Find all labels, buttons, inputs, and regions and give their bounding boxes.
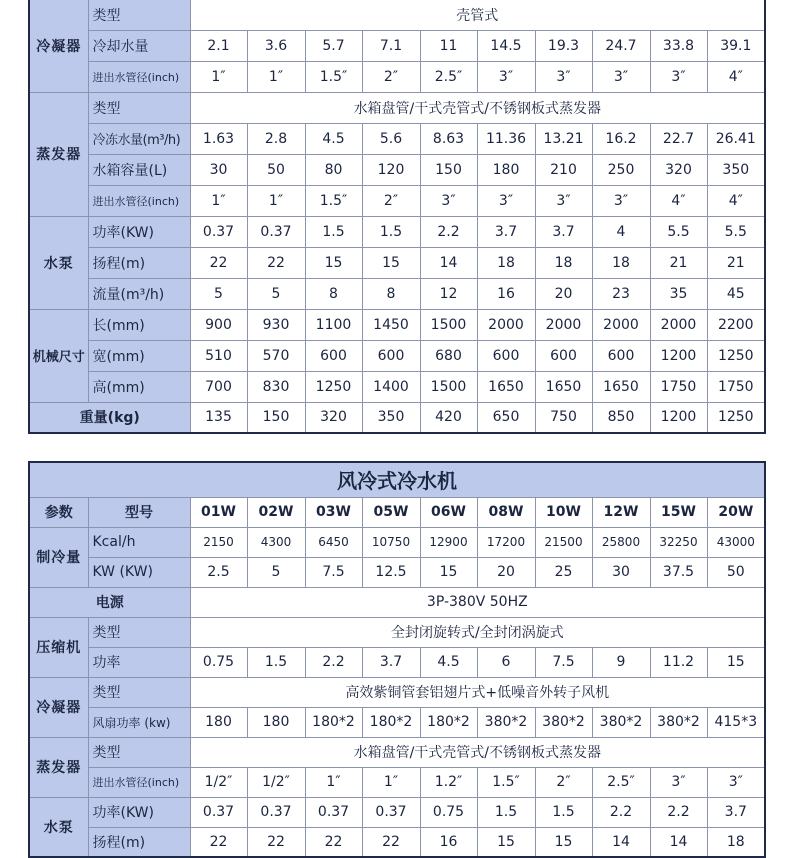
value-cell: 600 bbox=[535, 340, 592, 371]
size-group: 机械尺寸 bbox=[29, 309, 88, 402]
value-cell: 3″ bbox=[650, 767, 707, 797]
value-cell: 4.5 bbox=[420, 647, 477, 677]
value-cell: 2″ bbox=[362, 61, 420, 92]
power-supply-value: 3P-380V 50HZ bbox=[190, 587, 765, 617]
value-cell: 1650 bbox=[535, 371, 592, 402]
value-cell: 17200 bbox=[477, 527, 535, 557]
value-cell: 15W bbox=[650, 497, 707, 527]
value-cell: 1200 bbox=[650, 340, 707, 371]
condenser2-group: 冷凝器 bbox=[29, 677, 88, 737]
value-cell: 11.2 bbox=[650, 647, 707, 677]
condenser2-type-value: 高效紫铜管套铝翅片式+低噪音外转子风机 bbox=[190, 677, 765, 707]
value-cell: 16.2 bbox=[592, 123, 650, 154]
cooling-group: 制冷量 bbox=[29, 527, 88, 587]
pump2-power-label: 功率(KW) bbox=[88, 797, 190, 827]
value-cell: 3.6 bbox=[247, 30, 305, 61]
value-cell: 150 bbox=[420, 154, 477, 185]
value-cell: 1.5″ bbox=[305, 61, 362, 92]
value-cell: 2000 bbox=[477, 309, 535, 340]
value-cell: 1.5″ bbox=[305, 185, 362, 216]
value-cell: 600 bbox=[305, 340, 362, 371]
value-cell: 830 bbox=[247, 371, 305, 402]
value-cell: 06W bbox=[420, 497, 477, 527]
width-label: 宽(mm) bbox=[88, 340, 190, 371]
value-cell: 15 bbox=[477, 827, 535, 857]
value-cell: 380*2 bbox=[650, 707, 707, 737]
evaporator2-type-label: 类型 bbox=[88, 737, 190, 767]
fan-power-label: 风扇功率 (kw) bbox=[88, 707, 190, 737]
value-cell: 35 bbox=[650, 278, 707, 309]
value-cell: 6 bbox=[477, 647, 535, 677]
value-cell: 930 bbox=[247, 309, 305, 340]
value-cell: 5 bbox=[190, 278, 247, 309]
kw-row bbox=[29, 557, 765, 587]
model-label: 型号 bbox=[88, 497, 190, 527]
value-cell: 0.37 bbox=[247, 797, 305, 827]
value-cell: 2150 bbox=[190, 527, 247, 557]
pump-head-row bbox=[29, 247, 765, 278]
value-cell: 3.7 bbox=[707, 797, 765, 827]
value-cell: 7.5 bbox=[535, 647, 592, 677]
value-cell: 1.5 bbox=[362, 216, 420, 247]
height-row bbox=[29, 371, 765, 402]
value-cell: 0.75 bbox=[190, 647, 247, 677]
evaporator-pipe-row bbox=[29, 185, 765, 216]
length-row bbox=[29, 309, 765, 340]
value-cell: 2″ bbox=[362, 185, 420, 216]
value-cell: 08W bbox=[477, 497, 535, 527]
value-cell: 16 bbox=[477, 278, 535, 309]
value-cell: 1″ bbox=[247, 61, 305, 92]
param-label: 参数 bbox=[29, 497, 88, 527]
value-cell: 4.5 bbox=[305, 123, 362, 154]
value-cell: 8 bbox=[305, 278, 362, 309]
spec-table-2 bbox=[28, 461, 766, 858]
value-cell: 1500 bbox=[420, 371, 477, 402]
value-cell: 1650 bbox=[592, 371, 650, 402]
evaporator2-pipe-label: 进出水管径(inch) bbox=[88, 767, 190, 797]
value-cell: 26.41 bbox=[707, 123, 765, 154]
value-cell: 4 bbox=[592, 216, 650, 247]
value-cell: 180 bbox=[247, 707, 305, 737]
tank-capacity-label: 水箱容量(L) bbox=[88, 154, 190, 185]
value-cell: 3.7 bbox=[535, 216, 592, 247]
compressor-type-value: 全封闭旋转式/全封闭涡旋式 bbox=[190, 617, 765, 647]
value-cell: 9 bbox=[592, 647, 650, 677]
value-cell: 1.5 bbox=[535, 797, 592, 827]
value-cell: 15 bbox=[362, 247, 420, 278]
value-cell: 900 bbox=[190, 309, 247, 340]
value-cell: 8.63 bbox=[420, 123, 477, 154]
value-cell: 1″ bbox=[190, 185, 247, 216]
compressor-power-label: 功率 bbox=[88, 647, 190, 677]
value-cell: 20 bbox=[535, 278, 592, 309]
value-cell: 180*2 bbox=[305, 707, 362, 737]
value-cell: 2.2 bbox=[305, 647, 362, 677]
condenser-type-value: 壳管式 bbox=[190, 0, 765, 30]
value-cell: 18 bbox=[477, 247, 535, 278]
value-cell: 80 bbox=[305, 154, 362, 185]
value-cell: 2.5″ bbox=[420, 61, 477, 92]
value-cell: 2.2 bbox=[650, 797, 707, 827]
fan-power-row bbox=[29, 707, 765, 737]
value-cell: 22 bbox=[247, 827, 305, 857]
value-cell: 30 bbox=[190, 154, 247, 185]
value-cell: 25 bbox=[535, 557, 592, 587]
value-cell: 700 bbox=[190, 371, 247, 402]
value-cell: 5.6 bbox=[362, 123, 420, 154]
value-cell: 12900 bbox=[420, 527, 477, 557]
value-cell: 12W bbox=[592, 497, 650, 527]
value-cell: 180 bbox=[477, 154, 535, 185]
pump-power-label: 功率(KW) bbox=[88, 216, 190, 247]
value-cell: 10750 bbox=[362, 527, 420, 557]
value-cell: 2000 bbox=[650, 309, 707, 340]
value-cell: 3″ bbox=[477, 185, 535, 216]
value-cell: 01W bbox=[190, 497, 247, 527]
value-cell: 22 bbox=[305, 827, 362, 857]
value-cell: 1.5 bbox=[477, 797, 535, 827]
value-cell: 2000 bbox=[535, 309, 592, 340]
power-supply-label: 电源 bbox=[29, 587, 190, 617]
value-cell: 21 bbox=[707, 247, 765, 278]
value-cell: 180 bbox=[190, 707, 247, 737]
value-cell: 0.37 bbox=[247, 216, 305, 247]
value-cell: 10W bbox=[535, 497, 592, 527]
evaporator-pipe-label: 进出水管径(inch) bbox=[88, 185, 190, 216]
value-cell: 22 bbox=[190, 247, 247, 278]
value-cell: 2000 bbox=[592, 309, 650, 340]
value-cell: 320 bbox=[305, 402, 362, 433]
value-cell: 1.2″ bbox=[420, 767, 477, 797]
value-cell: 210 bbox=[535, 154, 592, 185]
pump2-power-row bbox=[29, 797, 765, 827]
value-cell: 12 bbox=[420, 278, 477, 309]
value-cell: 570 bbox=[247, 340, 305, 371]
value-cell: 2.2 bbox=[592, 797, 650, 827]
value-cell: 750 bbox=[535, 402, 592, 433]
kw-label: KW (KW) bbox=[88, 557, 190, 587]
value-cell: 3″ bbox=[650, 61, 707, 92]
value-cell: 15 bbox=[535, 827, 592, 857]
value-cell: 14.5 bbox=[477, 30, 535, 61]
chilled-water-row bbox=[29, 123, 765, 154]
value-cell: 380*2 bbox=[592, 707, 650, 737]
value-cell: 23 bbox=[592, 278, 650, 309]
table-title: 风冷式冷水机 bbox=[29, 462, 765, 497]
tank-capacity-row bbox=[29, 154, 765, 185]
value-cell: 1100 bbox=[305, 309, 362, 340]
value-cell: 600 bbox=[362, 340, 420, 371]
value-cell: 0.37 bbox=[305, 797, 362, 827]
value-cell: 11.36 bbox=[477, 123, 535, 154]
value-cell: 15 bbox=[305, 247, 362, 278]
value-cell: 350 bbox=[707, 154, 765, 185]
value-cell: 5 bbox=[247, 557, 305, 587]
value-cell: 25800 bbox=[592, 527, 650, 557]
value-cell: 2.2 bbox=[420, 216, 477, 247]
value-cell: 15 bbox=[420, 557, 477, 587]
value-cell: 14 bbox=[592, 827, 650, 857]
value-cell: 2.1 bbox=[190, 30, 247, 61]
value-cell: 680 bbox=[420, 340, 477, 371]
pump-flow-label: 流量(m³/h) bbox=[88, 278, 190, 309]
value-cell: 5 bbox=[247, 278, 305, 309]
value-cell: 13.21 bbox=[535, 123, 592, 154]
value-cell: 50 bbox=[247, 154, 305, 185]
value-cell: 1/2″ bbox=[190, 767, 247, 797]
value-cell: 32250 bbox=[650, 527, 707, 557]
value-cell: 2.5″ bbox=[592, 767, 650, 797]
value-cell: 8 bbox=[362, 278, 420, 309]
value-cell: 43000 bbox=[707, 527, 765, 557]
value-cell: 1.5 bbox=[305, 216, 362, 247]
value-cell: 6450 bbox=[305, 527, 362, 557]
value-cell: 3″ bbox=[592, 185, 650, 216]
evaporator-type-value: 水箱盘管/干式壳管式/不锈钢板式蒸发器 bbox=[190, 92, 765, 123]
condenser-type-label: 类型 bbox=[88, 0, 190, 30]
value-cell: 1250 bbox=[707, 340, 765, 371]
value-cell: 21 bbox=[650, 247, 707, 278]
value-cell: 1″ bbox=[362, 767, 420, 797]
condenser2-type-label: 类型 bbox=[88, 677, 190, 707]
value-cell: 18 bbox=[535, 247, 592, 278]
value-cell: 50 bbox=[707, 557, 765, 587]
value-cell: 1″ bbox=[190, 61, 247, 92]
value-cell: 20 bbox=[477, 557, 535, 587]
value-cell: 1750 bbox=[650, 371, 707, 402]
value-cell: 3.7 bbox=[362, 647, 420, 677]
value-cell: 1.63 bbox=[190, 123, 247, 154]
value-cell: 1750 bbox=[707, 371, 765, 402]
value-cell: 19.3 bbox=[535, 30, 592, 61]
value-cell: 0.37 bbox=[362, 797, 420, 827]
value-cell: 510 bbox=[190, 340, 247, 371]
value-cell: 11 bbox=[420, 30, 477, 61]
evaporator2-group: 蒸发器 bbox=[29, 737, 88, 797]
pump2-head-row bbox=[29, 827, 765, 857]
value-cell: 5.5 bbox=[650, 216, 707, 247]
value-cell: 415*3 bbox=[707, 707, 765, 737]
value-cell: 4″ bbox=[650, 185, 707, 216]
value-cell: 120 bbox=[362, 154, 420, 185]
value-cell: 39.1 bbox=[707, 30, 765, 61]
value-cell: 22 bbox=[362, 827, 420, 857]
pump2-group: 水泵 bbox=[29, 797, 88, 857]
value-cell: 150 bbox=[247, 402, 305, 433]
value-cell: 1″ bbox=[305, 767, 362, 797]
pump-head-label: 扬程(m) bbox=[88, 247, 190, 278]
value-cell: 1650 bbox=[477, 371, 535, 402]
value-cell: 20W bbox=[707, 497, 765, 527]
value-cell: 320 bbox=[650, 154, 707, 185]
length-label: 长(mm) bbox=[88, 309, 190, 340]
value-cell: 16 bbox=[420, 827, 477, 857]
value-cell: 3.7 bbox=[477, 216, 535, 247]
condenser-group: 冷凝器 bbox=[29, 0, 88, 92]
value-cell: 1200 bbox=[650, 402, 707, 433]
value-cell: 135 bbox=[190, 402, 247, 433]
value-cell: 0.37 bbox=[190, 797, 247, 827]
value-cell: 7.1 bbox=[362, 30, 420, 61]
value-cell: 380*2 bbox=[477, 707, 535, 737]
value-cell: 1.5 bbox=[247, 647, 305, 677]
value-cell: 1400 bbox=[362, 371, 420, 402]
pump-flow-row bbox=[29, 278, 765, 309]
value-cell: 02W bbox=[247, 497, 305, 527]
value-cell: 03W bbox=[305, 497, 362, 527]
pump2-head-label: 扬程(m) bbox=[88, 827, 190, 857]
value-cell: 2200 bbox=[707, 309, 765, 340]
value-cell: 3″ bbox=[535, 185, 592, 216]
value-cell: 18 bbox=[707, 827, 765, 857]
value-cell: 2.8 bbox=[247, 123, 305, 154]
value-cell: 14 bbox=[420, 247, 477, 278]
value-cell: 22.7 bbox=[650, 123, 707, 154]
value-cell: 2.5 bbox=[190, 557, 247, 587]
value-cell: 45 bbox=[707, 278, 765, 309]
value-cell: 1.5″ bbox=[477, 767, 535, 797]
compressor-power-row bbox=[29, 647, 765, 677]
value-cell: 1″ bbox=[247, 185, 305, 216]
value-cell: 250 bbox=[592, 154, 650, 185]
value-cell: 21500 bbox=[535, 527, 592, 557]
weight-row bbox=[29, 402, 765, 433]
value-cell: 22 bbox=[247, 247, 305, 278]
cooling-water-label: 冷却水量 bbox=[88, 30, 190, 61]
value-cell: 14 bbox=[650, 827, 707, 857]
value-cell: 24.7 bbox=[592, 30, 650, 61]
value-cell: 850 bbox=[592, 402, 650, 433]
value-cell: 3″ bbox=[420, 185, 477, 216]
value-cell: 15 bbox=[707, 647, 765, 677]
value-cell: 350 bbox=[362, 402, 420, 433]
value-cell: 22 bbox=[190, 827, 247, 857]
value-cell: 600 bbox=[592, 340, 650, 371]
value-cell: 18 bbox=[592, 247, 650, 278]
evaporator2-pipe-row bbox=[29, 767, 765, 797]
condenser-cooling-water-row bbox=[29, 30, 765, 61]
condenser-pipe-row bbox=[29, 61, 765, 92]
compressor-type-label: 类型 bbox=[88, 617, 190, 647]
value-cell: 4″ bbox=[707, 61, 765, 92]
value-cell: 1250 bbox=[305, 371, 362, 402]
value-cell: 380*2 bbox=[535, 707, 592, 737]
value-cell: 2″ bbox=[535, 767, 592, 797]
value-cell: 37.5 bbox=[650, 557, 707, 587]
value-cell: 600 bbox=[477, 340, 535, 371]
condenser-pipe-label: 进出水管径(inch) bbox=[88, 61, 190, 92]
value-cell: 3″ bbox=[477, 61, 535, 92]
evaporator-group: 蒸发器 bbox=[29, 92, 88, 216]
value-cell: 3″ bbox=[707, 767, 765, 797]
value-cell: 180*2 bbox=[420, 707, 477, 737]
spec-table-1 bbox=[28, 0, 766, 434]
value-cell: 4300 bbox=[247, 527, 305, 557]
model-row bbox=[29, 497, 765, 527]
value-cell: 180*2 bbox=[362, 707, 420, 737]
value-cell: 1/2″ bbox=[247, 767, 305, 797]
value-cell: 1450 bbox=[362, 309, 420, 340]
chilled-water-label: 冷冻水量(m³/h) bbox=[88, 123, 190, 154]
kcal-label: Kcal/h bbox=[88, 527, 190, 557]
value-cell: 33.8 bbox=[650, 30, 707, 61]
value-cell: 30 bbox=[592, 557, 650, 587]
value-cell: 1500 bbox=[420, 309, 477, 340]
value-cell: 7.5 bbox=[305, 557, 362, 587]
value-cell: 0.75 bbox=[420, 797, 477, 827]
weight-label: 重量(kg) bbox=[29, 402, 190, 433]
value-cell: 650 bbox=[477, 402, 535, 433]
value-cell: 5.5 bbox=[707, 216, 765, 247]
value-cell: 3″ bbox=[592, 61, 650, 92]
value-cell: 5.7 bbox=[305, 30, 362, 61]
value-cell: 420 bbox=[420, 402, 477, 433]
pump-power-row bbox=[29, 216, 765, 247]
value-cell: 3″ bbox=[535, 61, 592, 92]
height-label: 高(mm) bbox=[88, 371, 190, 402]
kcal-row bbox=[29, 527, 765, 557]
value-cell: 05W bbox=[362, 497, 420, 527]
value-cell: 1250 bbox=[707, 402, 765, 433]
evaporator2-type-value: 水箱盘管/干式壳管式/不锈钢板式蒸发器 bbox=[190, 737, 765, 767]
width-row bbox=[29, 340, 765, 371]
value-cell: 12.5 bbox=[362, 557, 420, 587]
value-cell: 0.37 bbox=[190, 216, 247, 247]
value-cell: 4″ bbox=[707, 185, 765, 216]
evaporator-type-label: 类型 bbox=[88, 92, 190, 123]
pump-group: 水泵 bbox=[29, 216, 88, 309]
compressor-group: 压缩机 bbox=[29, 617, 88, 677]
